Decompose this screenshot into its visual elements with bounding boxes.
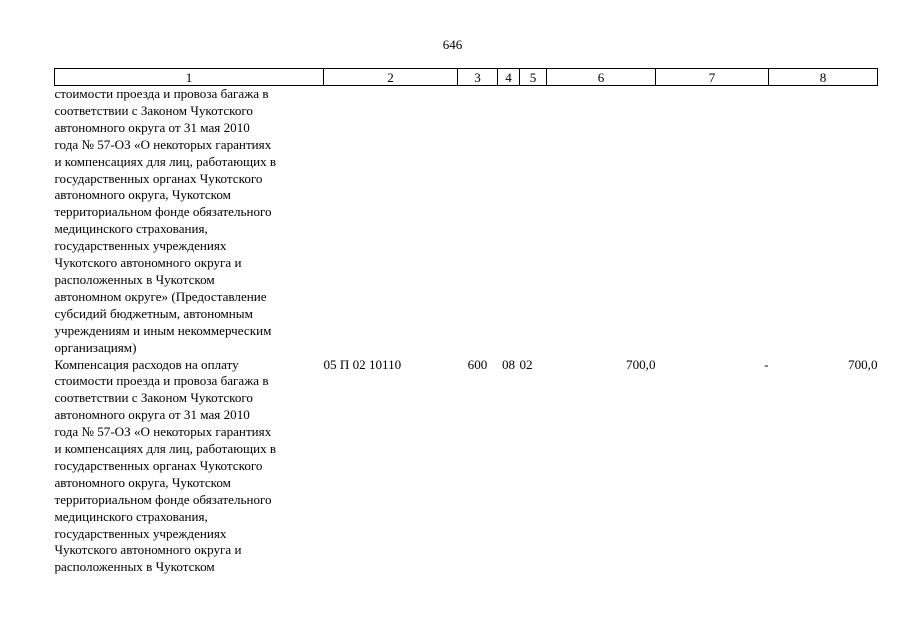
description-line: территориальном фонде обязательного (54, 204, 272, 220)
description-line: и компенсациях для лиц, работающих в (54, 441, 277, 457)
row-code (324, 86, 458, 357)
description-line: соответствии с Законом Чукотского (54, 102, 253, 118)
description-line: соответствии с Законом Чукотского (54, 390, 253, 406)
description-line: территориальном фонде обязательного (54, 491, 272, 507)
column-header-3: 3 (458, 69, 498, 86)
description-line: Чукотского автономного округа и (54, 542, 242, 558)
column-header-5: 5 (520, 69, 547, 86)
budget-table (54, 68, 878, 576)
description-line: государственных учреждениях (54, 238, 227, 254)
description-line: медицинского страхования, (54, 508, 208, 524)
column-header-7: 7 (656, 69, 769, 86)
header-row (55, 69, 878, 86)
column-header-4: 4 (498, 69, 520, 86)
column-header-6: 6 (547, 69, 656, 86)
description-line: субсидий бюджетным, автономным (54, 305, 253, 321)
description-line: расположенных в Чукотском (54, 271, 215, 287)
page-number: 646 (442, 37, 463, 52)
description-line: государственных учреждениях (54, 525, 227, 541)
description-line: стоимости проезда и провоза багажа в (54, 86, 269, 101)
column-header-8: 8 (769, 69, 878, 86)
description-line: и компенсациях для лиц, работающих в (54, 153, 277, 169)
description-line: медицинского страхования, (54, 221, 208, 237)
row-col7: - (764, 356, 769, 372)
table-row (55, 357, 878, 577)
table-row (55, 86, 878, 357)
description-line: стоимости проезда и провоза багажа в (54, 373, 269, 389)
description-line: государственных органах Чукотского (54, 170, 263, 186)
description-line: организациям) (54, 339, 137, 355)
description-line: года № 57-ОЗ «О некоторых гарантиях (54, 136, 272, 152)
description-line: автономного округа от 31 мая 2010 (54, 407, 250, 423)
description-line: года № 57-ОЗ «О некоторых гарантиях (54, 424, 272, 440)
description-line: автономном округе» (Предоставление (54, 288, 267, 304)
description-line: государственных органах Чукотского (54, 457, 263, 473)
row-description (55, 86, 324, 357)
row-pr: 02 (519, 356, 533, 372)
row-code: 05 П 02 10110 (323, 356, 402, 372)
column-header-2: 2 (324, 69, 458, 86)
row-pr (520, 86, 547, 357)
description-line: автономного округа, Чукотском (54, 474, 231, 490)
row-col6: 700,0 (626, 356, 656, 372)
description-line: автономного округа, Чукотском (54, 187, 231, 203)
row-col8 (769, 86, 878, 357)
row-rz (498, 86, 520, 357)
row-col6 (547, 86, 656, 357)
description-line: расположенных в Чукотском (54, 559, 215, 575)
row-vr: 600 (467, 356, 488, 372)
description-line: Чукотского автономного округа и (54, 255, 242, 271)
column-header-1: 1 (55, 69, 324, 86)
row-vr (458, 86, 498, 357)
row-rz: 08 (501, 356, 516, 372)
row-description (55, 357, 324, 577)
row-col8: 700,0 (848, 356, 878, 372)
description-line: учреждениям и иным некоммерческим (54, 322, 272, 338)
description-line: автономного округа от 31 мая 2010 (54, 119, 250, 135)
row-col7 (656, 86, 769, 357)
description-line: Компенсация расходов на оплату (54, 356, 239, 372)
